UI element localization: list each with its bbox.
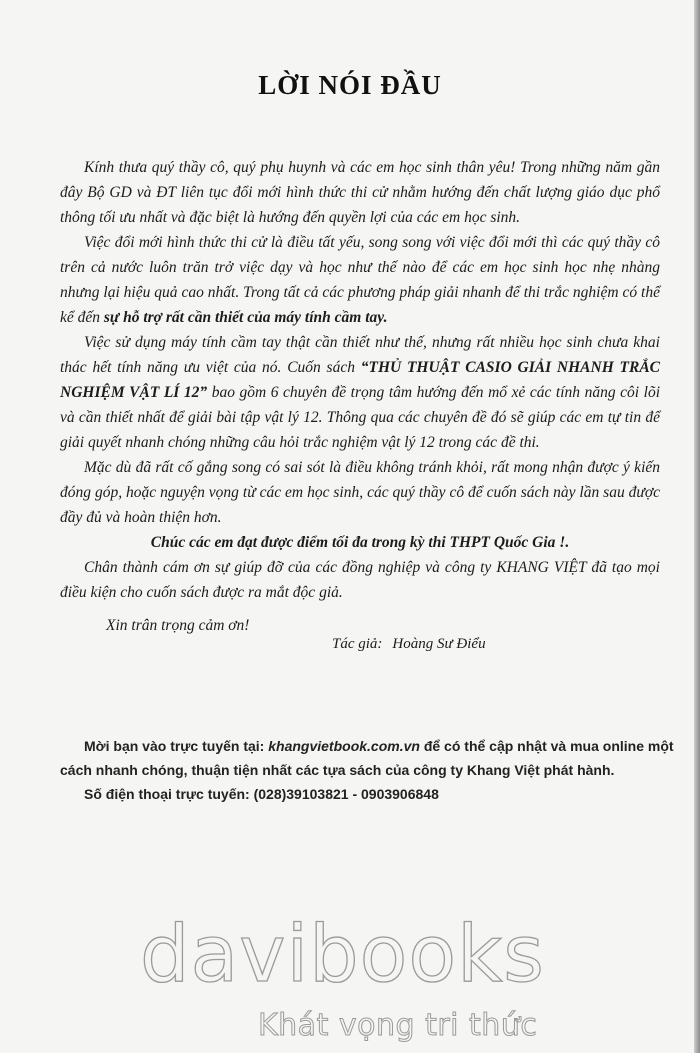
author-label: Tác giả: <box>332 636 383 652</box>
paragraph-sign-off: Xin trân trọng cảm ơn! <box>106 617 250 634</box>
calculator-support-emphasis: sự hỗ trợ rất cần thiết của máy tính cầm tay. <box>103 309 388 326</box>
watermark-tagline: Khát vọng tri thức <box>258 1008 538 1043</box>
paragraph-book-intro-text-b: bao gồm 6 chuyên đề trọng tâm hướng đến mổ xẻ các tính năng côi lõi và cần thiết nhất để giải bài tập vật lý 12. Thông qua các chuyên đề đó sẽ giúp các em tự tin để giải quyết nhanh chóng những câu hỏi trắc nghiệm vật lý 12 trong các đề thi. <box>60 384 661 451</box>
preface-body <box>60 155 660 638</box>
paragraph-book-intro-text-a: Việc sử dụng máy tính cầm tay thật cần thiết như thế, nhưng rất nhiều học sinh chưa khai thác hết tính năng ưu việt của nó. Cuốn sách <box>60 334 660 376</box>
promo-text-b: để có thể cập nhật và mua online một cách nhanh chóng, thuận tiện nhất các tựa sách của công ty Khang Việt phát hành. <box>60 738 674 778</box>
promo-block <box>60 734 680 806</box>
author-line <box>332 636 486 653</box>
paragraph-feedback: Mặc dù đã rất cố gắng song có sai sót là điều không tránh khỏi, rất mong nhận được ý kiến đóng góp, hoặc nguyện vọng từ các em học sinh, các quý thầy cô để cuốn sách này lần sau được đầy đủ và hoàn thiện hơn. <box>60 459 660 526</box>
author-name: Hoàng Sư Điểu <box>392 636 486 652</box>
promo-online-line <box>60 734 680 782</box>
promo-text-a: Mời bạn vào trực tuyến tại: <box>84 738 269 754</box>
paragraph-exam-reform <box>60 230 660 330</box>
paragraph-wish: Chúc các em đạt được điểm tối đa trong kỳ thi THPT Quốc Gia !. <box>150 534 570 551</box>
watermark-brand: davibooks <box>140 910 545 1000</box>
promo-phone-line: Số điện thoại trực tuyến: (028)39103821 - 0903906848 <box>84 786 439 802</box>
paragraph-exam-reform-text: Việc đổi mới hình thức thi cử là điều tất yếu, song song với việc đổi mới thì các quý thầy cô trên cả nước luôn trăn trở việc dạy và học như thế nào để các em học sinh học nhẹ nhàng nhưng lại hiệu quả cao nhất. Trong tất cả các phương pháp giải nhanh để thi trắc nghiệm có thể kể đến <box>60 234 660 326</box>
paragraph-intro: Kính thưa quý thầy cô, quý phụ huynh và các em học sinh thân yêu! Trong những năm gần đây Bộ GD và ĐT liên tục đổi mới hình thức thi cử nhằm hướng đến chất lượng giáo dục phổ thông tối ưu nhất và đặc biệt là hướng đến quyền lợi của các em học sinh. <box>60 159 660 226</box>
promo-website-link[interactable]: khangvietbook.com.vn <box>268 738 420 754</box>
page-edge-shadow <box>694 0 700 1053</box>
paragraph-book-intro <box>60 330 660 455</box>
paragraph-thanks: Chân thành cám ơn sự giúp đỡ của các đồng nghiệp và công ty KHANG VIỆT đã tạo mọi điều kiện cho cuốn sách được ra mắt độc giả. <box>60 559 660 601</box>
page-title: LỜI NÓI ĐẦU <box>258 70 442 100</box>
book-title: “THỦ THUẬT CASIO GIẢI NHANH TRẮC NGHIỆM VẬT LÍ 12” <box>60 359 660 401</box>
